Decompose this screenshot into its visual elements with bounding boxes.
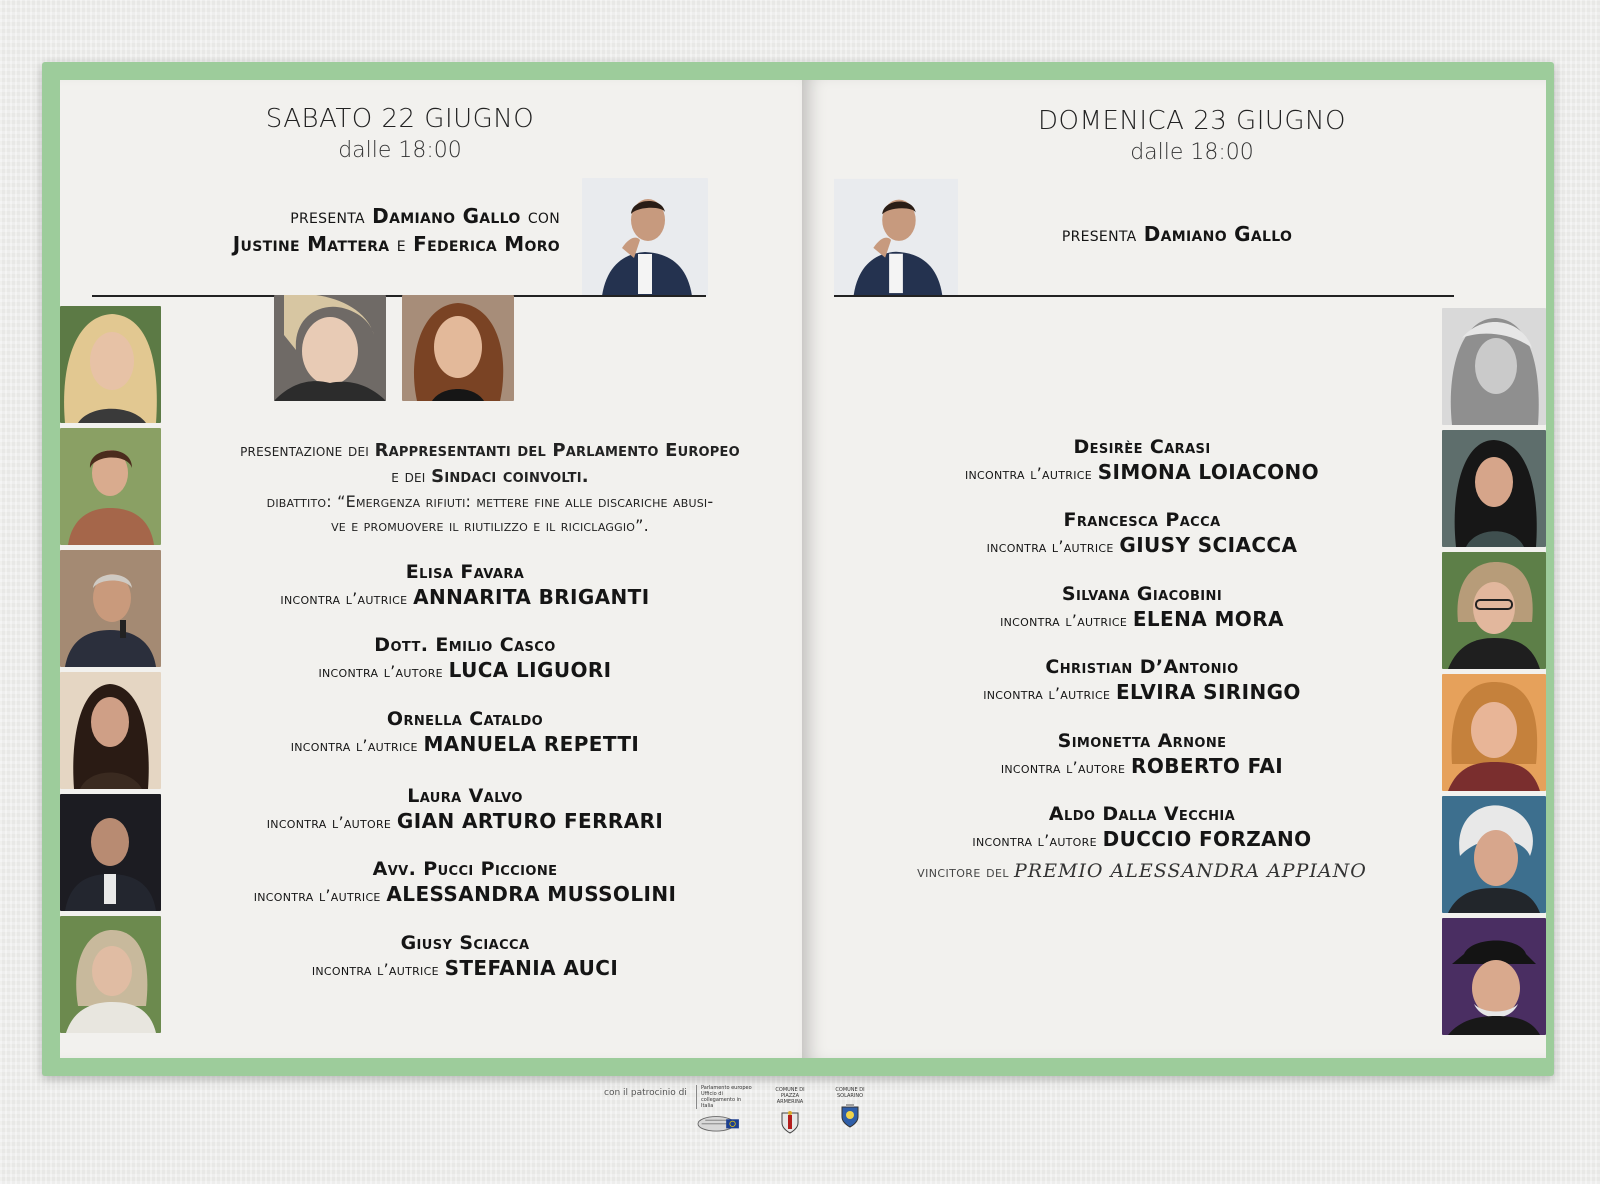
entry-guest: ELVIRA SIRINGO — [1115, 680, 1301, 704]
right-presenter-block — [1002, 220, 1352, 248]
entry-host: Avv. Pucci Piccione — [372, 858, 558, 880]
presenter-name: Damiano Gallo — [1143, 222, 1293, 246]
entry-host: Aldo Dalla Vecchia — [1048, 803, 1236, 825]
entry-host: Dott. Emilio Casco — [374, 634, 556, 656]
intro-c: e dei — [391, 467, 426, 487]
presenta-word: presenta — [1061, 222, 1137, 246]
portrait-left-5 — [60, 794, 161, 911]
entry-guest: ALESSANDRA MUSSOLINI — [386, 882, 677, 906]
portrait-right-6 — [1442, 918, 1546, 1035]
patronage-block — [604, 1085, 884, 1145]
entry-host: Christian D’Antonio — [1045, 656, 1239, 678]
left-entry-2 — [170, 633, 760, 685]
cohost2-photo — [402, 295, 514, 401]
entry-host: Elisa Favara — [405, 561, 525, 583]
left-divider — [92, 295, 706, 297]
prize-prefix: vincitore del — [917, 862, 1009, 881]
left-entry-6 — [170, 931, 760, 983]
prize-name: PREMIO ALESSANDRA APPIANO — [1014, 860, 1367, 882]
entry-host: Desirèe Carasi — [1073, 436, 1211, 458]
eu-parliament-logo — [696, 1085, 754, 1136]
intro-e: dibattito: “Emergenza rifiuti: mettere fine alle discariche abusi- — [266, 492, 714, 511]
entry-verb: incontra l’autrice — [311, 960, 439, 979]
entry-host: Laura Valvo — [407, 785, 523, 807]
intro-a: presentazione dei — [240, 441, 369, 461]
eu-parliament-caption: Parlamento europeo Ufficio di collegamento in Italia — [696, 1085, 754, 1109]
entry-verb: incontra l’autrice — [964, 464, 1092, 483]
left-entry-3 — [170, 707, 760, 759]
right-divider — [834, 295, 1454, 297]
portrait-right-5 — [1442, 796, 1546, 913]
entry-guest: LUCA LIGUORI — [448, 658, 612, 682]
portrait-right-3 — [1442, 552, 1546, 669]
entry-verb: incontra l’autrice — [253, 886, 381, 905]
piazza-armerina-caption: COMUNE DI PIAZZA ARMERINA — [775, 1087, 805, 1105]
presenter-photo — [582, 178, 708, 296]
entry-host: Giusy Sciacca — [400, 932, 530, 954]
right-entry-2 — [862, 508, 1422, 560]
intro-f: ve e promuovere il riutilizzo e il riciclaggio”. — [331, 516, 649, 535]
entry-host: Simonetta Arnone — [1057, 730, 1227, 752]
right-entry-6 — [862, 802, 1422, 854]
entry-verb: incontra l’autrice — [280, 589, 408, 608]
intro-b: Rappresentanti del Parlamento Europeo — [374, 440, 740, 461]
portrait-right-1 — [1442, 308, 1546, 425]
cohost-1: Justine Mattera — [232, 232, 390, 256]
entry-host: Ornella Cataldo — [386, 708, 544, 730]
presenter-name: Damiano Gallo — [372, 204, 521, 228]
entry-verb: incontra l’autrice — [983, 684, 1111, 703]
entry-guest: GIUSY SCIACCA — [1119, 533, 1298, 557]
left-entry-4 — [170, 784, 760, 836]
cohost-2: Federica Moro — [413, 232, 560, 256]
prize-line — [862, 860, 1422, 882]
left-intro — [170, 438, 810, 538]
solarino-caption: COMUNE DI SOLARINO — [835, 1087, 865, 1099]
entry-verb: incontra l’autrice — [986, 537, 1114, 556]
entry-host: Silvana Giacobini — [1061, 583, 1223, 605]
entry-verb: incontra l’autrice — [290, 736, 418, 755]
presenter-photo-right — [834, 178, 958, 296]
con-word: con — [527, 204, 560, 228]
entry-verb: incontra l’autrice — [1000, 611, 1128, 630]
patronage-label: con il patrocinio di — [604, 1088, 687, 1098]
piazza-armerina-logo — [770, 1087, 810, 1135]
right-day-title: DOMENICA 23 GIUGNO — [1038, 106, 1346, 136]
cohost1-photo — [274, 295, 386, 401]
entry-guest: ELENA MORA — [1132, 607, 1284, 631]
portrait-left-4 — [60, 672, 161, 789]
portrait-right-2 — [1442, 430, 1546, 547]
left-presenter-block — [100, 202, 560, 258]
entry-host: Francesca Pacca — [1063, 509, 1221, 531]
and-word: e — [396, 232, 406, 256]
left-day-title: SABATO 22 GIUGNO — [265, 104, 535, 134]
intro-d: Sindaci coinvolti. — [431, 466, 589, 487]
left-entry-1 — [170, 560, 760, 612]
portrait-left-3 — [60, 550, 161, 667]
entry-verb: incontra l’autore — [972, 831, 1097, 850]
presenta-word: presenta — [290, 204, 365, 228]
right-day-time: dalle 18:00 — [1130, 140, 1254, 165]
left-entry-5 — [170, 857, 760, 909]
entry-verb: incontra l’autore — [266, 813, 392, 832]
left-page — [60, 80, 818, 1058]
entry-guest: MANUELA REPETTI — [423, 732, 640, 756]
entry-guest: GIAN ARTURO FERRARI — [396, 809, 664, 833]
right-entry-1 — [862, 435, 1422, 487]
right-entry-4 — [862, 655, 1422, 707]
portrait-left-1 — [60, 306, 161, 423]
solarino-logo — [832, 1087, 868, 1129]
entry-guest: STEFANIA AUCI — [444, 956, 619, 980]
entry-guest: ANNARITA BRIGANTI — [413, 585, 650, 609]
entry-guest: ROBERTO FAI — [1131, 754, 1284, 778]
portrait-right-4 — [1442, 674, 1546, 791]
entry-verb: incontra l’autore — [1000, 758, 1126, 777]
right-page — [802, 80, 1546, 1058]
right-entry-3 — [862, 582, 1422, 634]
left-day-time: dalle 18:00 — [338, 138, 462, 163]
entry-guest: SIMONA LOIACONO — [1097, 460, 1320, 484]
portrait-left-6 — [60, 916, 161, 1033]
portrait-left-2 — [60, 428, 161, 545]
right-entry-5 — [862, 729, 1422, 781]
entry-guest: DUCCIO FORZANO — [1102, 827, 1312, 851]
entry-verb: incontra l’autore — [318, 662, 443, 681]
open-book — [42, 62, 1554, 1076]
